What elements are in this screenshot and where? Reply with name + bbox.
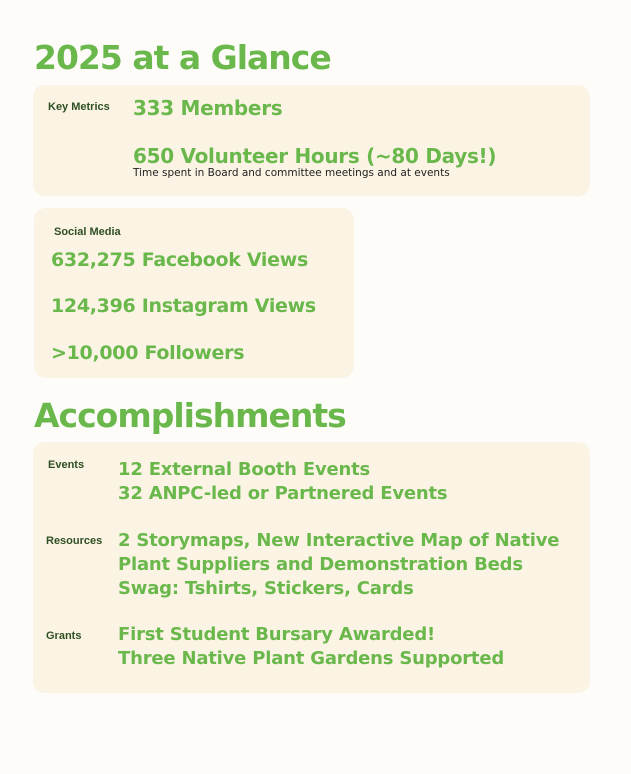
facebook-views-metric: 632,275 Facebook Views — [51, 249, 308, 271]
grants-label: Grants — [46, 630, 82, 642]
resources-line: Swag: Tshirts, Stickers, Cards — [118, 578, 414, 599]
key-metrics-label: Key Metrics — [48, 101, 110, 113]
volunteer-hours-metric: 650 Volunteer Hours (~80 Days!) — [133, 144, 497, 168]
glance-title: 2025 at a Glance — [34, 38, 331, 77]
resources-list — [118, 529, 559, 601]
followers-metric: >10,000 Followers — [51, 342, 245, 364]
members-metric: 333 Members — [133, 96, 283, 120]
resources-line: 2 Storymaps, New Interactive Map of Native — [118, 530, 560, 551]
accomplishments-card — [33, 442, 590, 693]
grants-line: First Student Bursary Awarded! — [118, 624, 436, 645]
resources-label: Resources — [46, 535, 103, 547]
grants-line: Three Native Plant Gardens Supported — [118, 648, 505, 669]
volunteer-hours-note: Time spent in Board and committee meetings and at events — [133, 167, 450, 179]
grants-list — [118, 623, 504, 671]
events-list — [118, 458, 447, 506]
events-line: 32 ANPC-led or Partnered Events — [118, 483, 448, 504]
key-metrics-card — [33, 85, 590, 196]
social-media-card — [34, 208, 354, 378]
social-media-label: Social Media — [54, 226, 121, 238]
events-line: 12 External Booth Events — [118, 459, 371, 480]
resources-line: Plant Suppliers and Demonstration Beds — [118, 554, 523, 575]
instagram-views-metric: 124,396 Instagram Views — [51, 295, 316, 317]
accomplishments-title: Accomplishments — [34, 396, 346, 435]
events-label: Events — [48, 459, 85, 471]
